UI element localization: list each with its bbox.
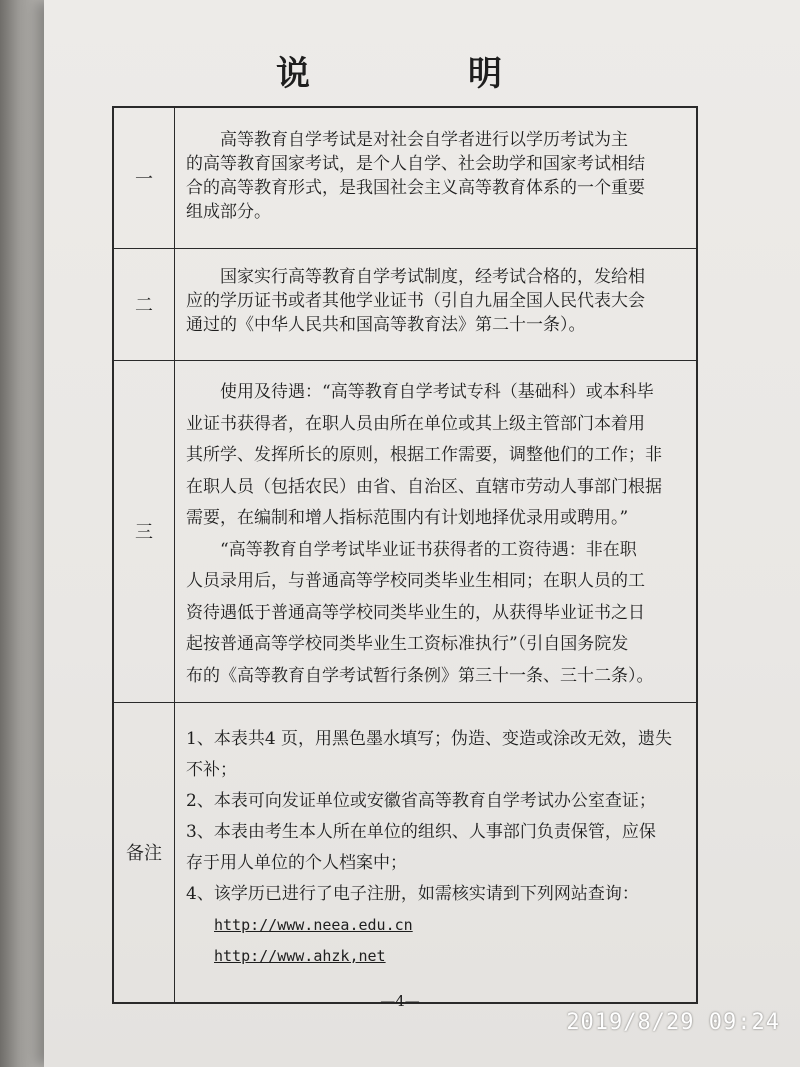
section-row-3 bbox=[114, 360, 696, 703]
section-label: 一 bbox=[114, 108, 175, 248]
section-row-1 bbox=[114, 108, 696, 249]
page-number: —4— bbox=[380, 992, 420, 1010]
section-text bbox=[186, 265, 688, 337]
text-line: 其所学、发挥所长的原则，根据工作需要，调整他们的工作；非 bbox=[186, 445, 662, 465]
info-table bbox=[112, 106, 698, 1004]
text-line: 需要，在编制和增人指标范围内有计划地择优录用或聘用。” bbox=[186, 508, 629, 528]
text-line: 业证书获得者，在职人员由所在单位或其上级主管部门本着用 bbox=[186, 413, 645, 434]
text-line: 资待遇低于普通高等学校同类毕业生的，从获得毕业证书之日 bbox=[186, 602, 645, 623]
text-line: 高等教育自学考试是对社会自学者进行以学历考试为主 bbox=[220, 130, 628, 150]
section-label: 三 bbox=[114, 360, 175, 702]
text-line: 不补； bbox=[186, 760, 237, 780]
website-link: http://www.ahzk,net bbox=[214, 947, 386, 965]
text-line: 使用及待遇：“高等教育自学考试专科（基础科）或本科毕 bbox=[220, 382, 654, 402]
text-line: 通过的《中华人民共和国高等教育法》第二十一条）。 bbox=[186, 315, 586, 335]
text-line: 国家实行高等教育自学考试制度，经考试合格的，发给相 bbox=[220, 267, 645, 287]
section-label: 二 bbox=[114, 248, 175, 360]
text-line: 4、该学历已进行了电子注册，如需核实请到下列网站查询： bbox=[186, 884, 639, 904]
text-line: 应的学历证书或者其他学业证书（引自九届全国人民代表大会 bbox=[186, 291, 645, 311]
text-line: 人员录用后，与普通高等学校同类毕业生相同；在职人员的工 bbox=[186, 571, 645, 591]
text-line: 的高等教育国家考试，是个人自学、社会助学和国家考试相结 bbox=[186, 154, 645, 174]
text-line: 2、本表可向发证单位或安徽省高等教育自学考试办公室查证； bbox=[186, 791, 656, 811]
text-line: 布的《高等教育自学考试暂行条例》第三十一条、三十二条）。 bbox=[186, 665, 654, 686]
section-text bbox=[186, 128, 688, 224]
text-line: 在职人员（包括农民）由省、自治区、直辖市劳动人事部门根据 bbox=[186, 476, 662, 497]
section-row-remarks bbox=[114, 702, 696, 1002]
text-line: “高等教育自学考试毕业证书获得者的工资待遇：非在职 bbox=[220, 539, 637, 560]
text-line: 3、本表由考生本人所在单位的组织、人事部门负责保管，应保 bbox=[186, 822, 656, 842]
website-link: http://www.neea.edu.cn bbox=[214, 916, 413, 934]
text-line: 合的高等教育形式，是我国社会主义高等教育体系的一个重要 bbox=[186, 178, 645, 198]
section-text bbox=[186, 724, 688, 972]
text-line: 1、本表共4 页，用黑色墨水填写；伪造、变造或涂改无效，遗失 bbox=[186, 729, 673, 749]
text-line: 起按普通高等学校同类毕业生工资标准执行”（引自国务院发 bbox=[186, 634, 629, 654]
section-label: 备注 bbox=[114, 702, 175, 1002]
page-title: 说 明 bbox=[276, 54, 564, 94]
section-row-2 bbox=[114, 248, 696, 361]
photo-timestamp: 2019/8/29 09:24 bbox=[566, 1010, 780, 1035]
section-text bbox=[186, 377, 688, 692]
text-line: 组成部分。 bbox=[186, 202, 271, 222]
text-line: 存于用人单位的个人档案中； bbox=[186, 853, 407, 873]
